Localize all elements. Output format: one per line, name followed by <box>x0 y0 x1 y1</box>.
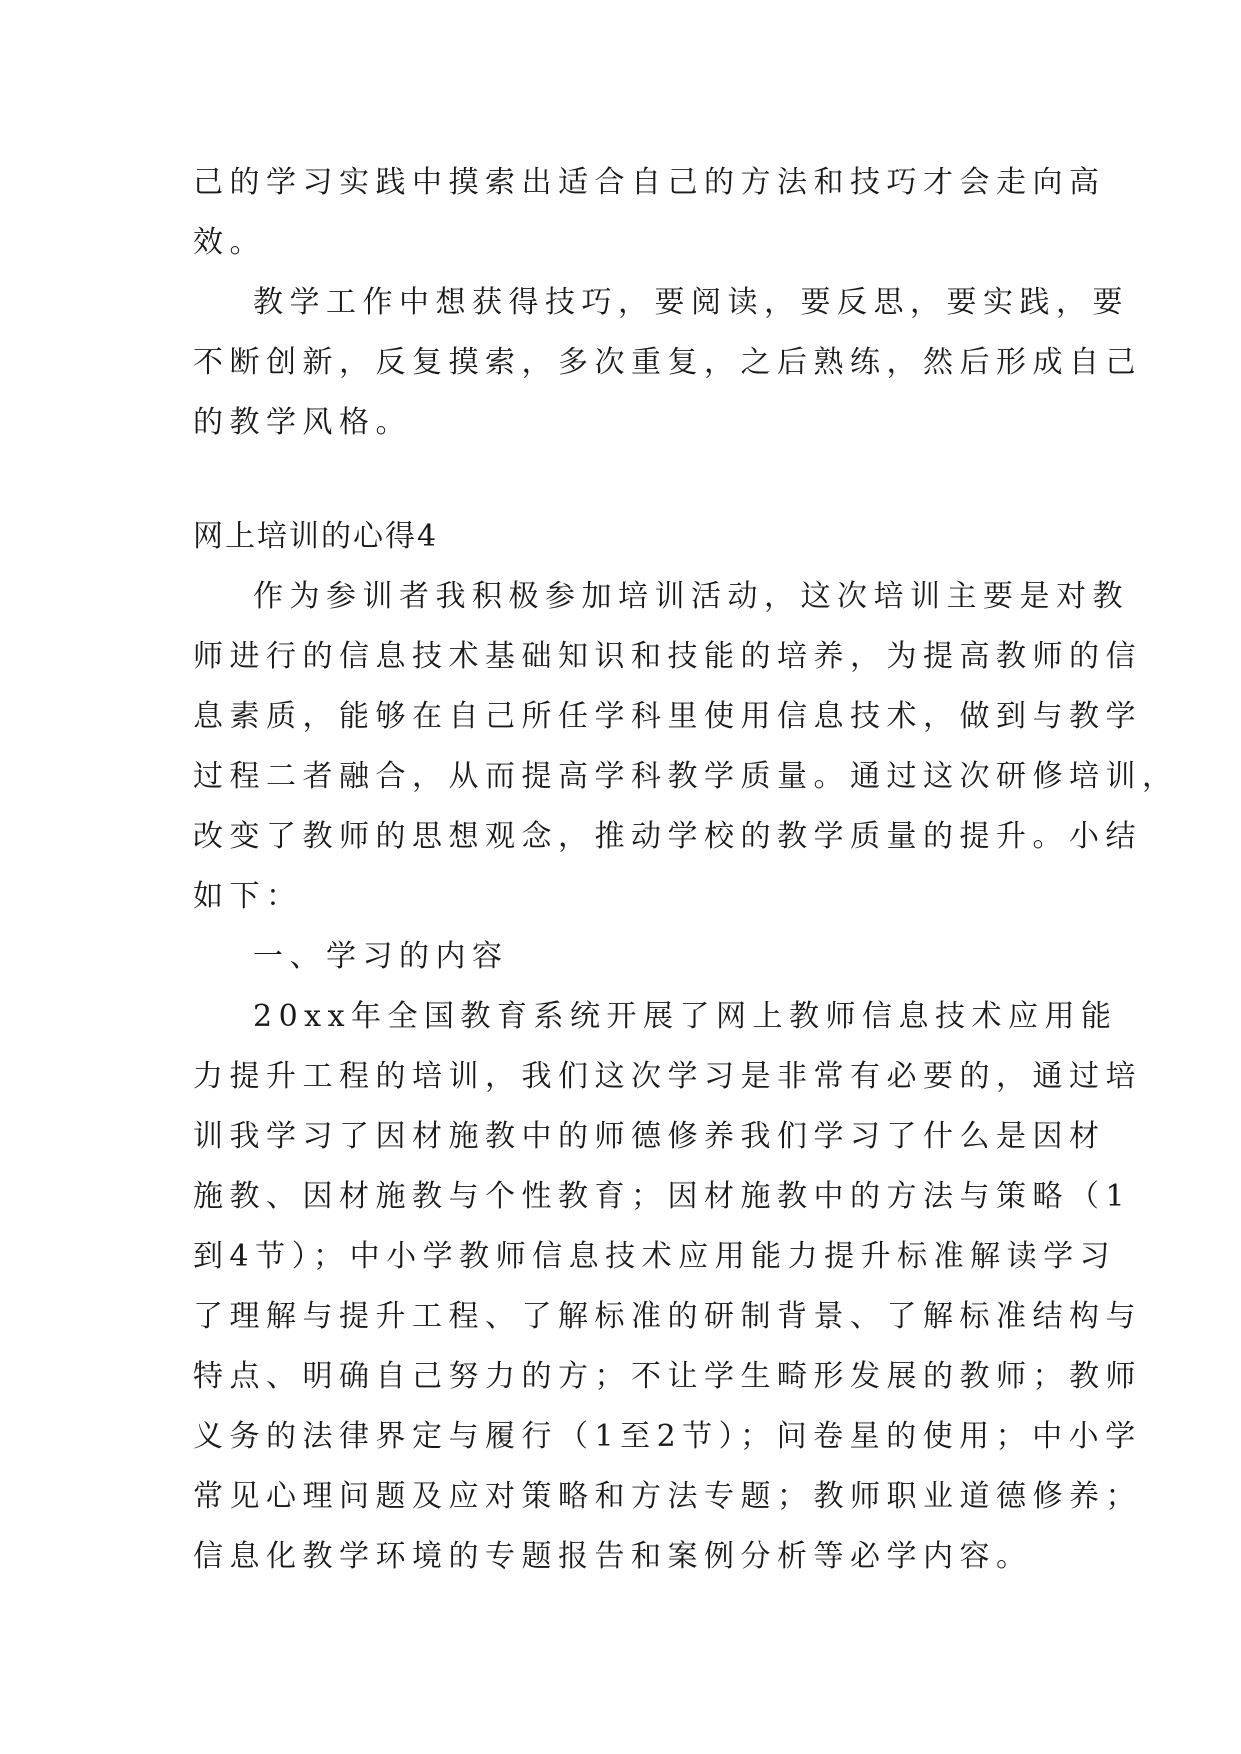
paragraph-line: 训我学习了因材施教中的师德修养我们学习了什么是因材 <box>193 1119 1106 1154</box>
paragraph-line: 的教学风格。 <box>193 405 412 440</box>
paragraph-line: 特点、明确自己努力的方；不让学生畸形发展的教师；教师 <box>193 1359 1142 1394</box>
section-heading: 网上培训的心得4 <box>193 519 439 554</box>
paragraph-line: 作为参训者我积极参加培训活动，这次培训主要是对教 <box>253 579 1129 614</box>
paragraph-line: 义务的法律界定与履行（1至2节）；问卷星的使用；中小学 <box>193 1419 1142 1454</box>
paragraph-line: 了理解与提升工程、了解标准的研制背景、了解标准结构与 <box>193 1299 1142 1334</box>
paragraph-line: 施教、因材施教与个性教育；因材施教中的方法与策略（1 <box>193 1179 1132 1214</box>
paragraph-line: 师进行的信息技术基础知识和技能的培养，为提高教师的信 <box>193 639 1142 674</box>
paragraph-line: 教学工作中想获得技巧，要阅读，要反思，要实践，要 <box>253 285 1129 320</box>
paragraph-line: 不断创新，反复摸索，多次重复，之后熟练，然后形成自己 <box>193 345 1142 380</box>
paragraph-line: 改变了教师的思想观念，推动学校的教学质量的提升。小结 <box>193 819 1142 854</box>
paragraph-line: 到4节）；中小学教师信息技术应用能力提升标准解读学习 <box>193 1239 1117 1274</box>
paragraph-line: 20xx年全国教育系统开展了网上教师信息技术应用能 <box>253 999 1118 1034</box>
paragraph-line: 信息化教学环境的专题报告和案例分析等必学内容。 <box>193 1539 1033 1574</box>
paragraph-line: 如下： <box>193 879 303 914</box>
paragraph-line: 过程二者融合，从而提高学科教学质量。通过这次研修培训， <box>193 759 1179 794</box>
paragraph-line: 力提升工程的培训，我们这次学习是非常有必要的，通过培 <box>193 1059 1142 1094</box>
paragraph-line: 息素质，能够在自己所任学科里使用信息技术，做到与教学 <box>193 699 1142 734</box>
paragraph-line: 己的学习实践中摸索出适合自己的方法和技巧才会走向高 <box>193 165 1106 200</box>
paragraph-line: 效。 <box>193 225 266 260</box>
subsection-heading: 一、学习的内容 <box>253 939 509 974</box>
paragraph-line: 常见心理问题及应对策略和方法专题；教师职业道德修养； <box>193 1479 1142 1514</box>
